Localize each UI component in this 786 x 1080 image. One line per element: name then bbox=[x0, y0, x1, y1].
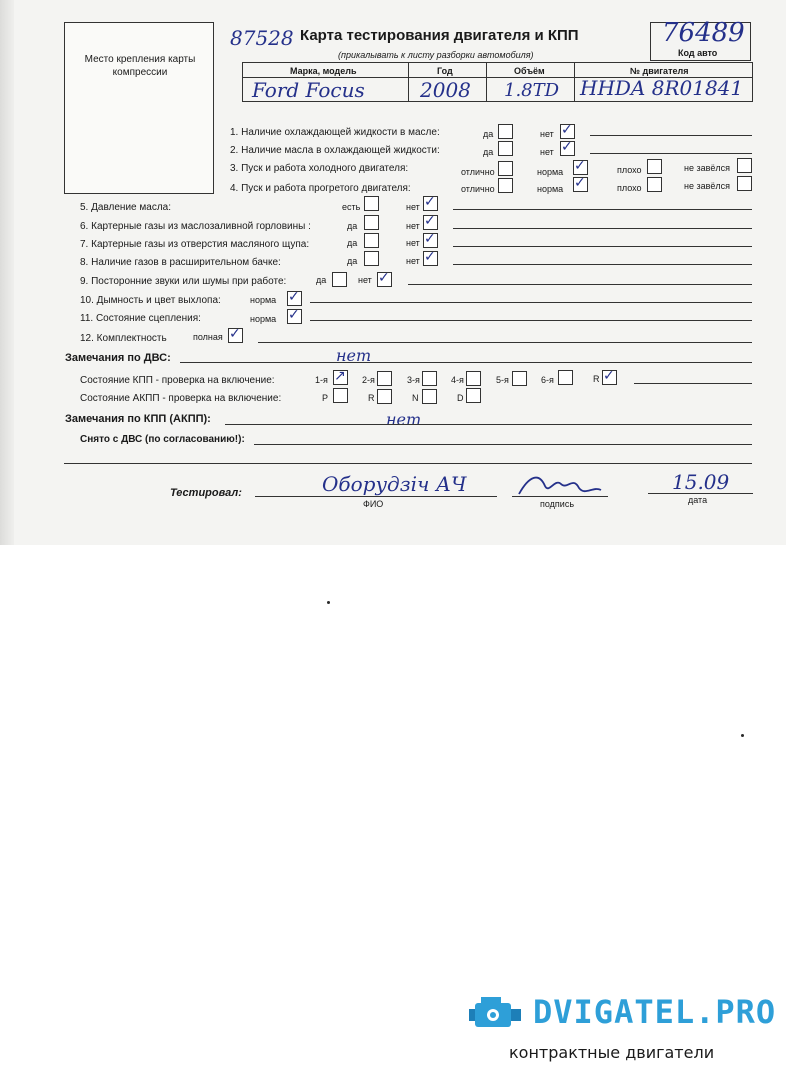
q6-checkbox-yes[interactable] bbox=[364, 215, 379, 230]
q2-checkbox-yes[interactable] bbox=[498, 141, 513, 156]
gear-5-label: 5-я bbox=[496, 375, 509, 385]
q7-checkmark: ✓ bbox=[424, 231, 436, 247]
q4-checkmark: ✓ bbox=[574, 175, 586, 191]
q5-line bbox=[453, 209, 752, 210]
q2-opt-yes: да bbox=[483, 147, 494, 157]
sign-label: подпись bbox=[540, 499, 575, 509]
akpp-d-checkbox[interactable] bbox=[466, 388, 481, 403]
sign-line bbox=[512, 496, 608, 497]
kpp-remarks-value: нет bbox=[386, 410, 422, 429]
fio-value: Оборудзіч АЧ bbox=[322, 472, 467, 496]
header-col-divider bbox=[408, 62, 409, 102]
q10-checkmark: ✓ bbox=[288, 289, 300, 305]
gear-1-checkmark: ↗ bbox=[334, 368, 346, 384]
stamp-box-label: Место крепления карты компрессии bbox=[84, 54, 196, 78]
q3-checkbox-bad[interactable] bbox=[647, 159, 662, 174]
q5-checkbox-yes[interactable] bbox=[364, 196, 379, 211]
q6-line bbox=[453, 228, 752, 229]
gear-1-label: 1-я bbox=[315, 375, 328, 385]
q9-checkbox-yes[interactable] bbox=[332, 272, 347, 287]
q8-label: 8. Наличие газов в расширительном бачке: bbox=[80, 257, 281, 268]
q10-opt-normal: норма bbox=[250, 295, 277, 305]
volume-value: 1.8TD bbox=[504, 80, 560, 101]
q7-line bbox=[453, 246, 752, 247]
q6-opt-yes: да bbox=[347, 221, 358, 231]
gear-3-label: 3-я bbox=[407, 375, 420, 385]
gear-r-checkmark: ✓ bbox=[603, 368, 615, 384]
q1-label: 1. Наличие охлаждающей жидкости в масле: bbox=[230, 127, 440, 138]
q2-checkmark: ✓ bbox=[561, 139, 573, 155]
q4-opt-no-start: не завёлся bbox=[684, 181, 731, 191]
q3-label: 3. Пуск и работа холодного двигателя: bbox=[230, 163, 409, 174]
header-make-model: Марка, модель bbox=[290, 66, 357, 76]
kpp-state-line bbox=[634, 383, 752, 384]
q3-opt-excellent: отлично bbox=[461, 167, 495, 177]
q3-checkbox-no-start[interactable] bbox=[737, 158, 752, 173]
q7-checkbox-yes[interactable] bbox=[364, 233, 379, 248]
header-volume: Объём bbox=[514, 66, 545, 76]
q2-line bbox=[590, 153, 752, 154]
q1-opt-no: нет bbox=[540, 129, 554, 139]
scan-speck bbox=[327, 601, 330, 604]
q11-checkmark: ✓ bbox=[288, 307, 300, 323]
q4-checkbox-bad[interactable] bbox=[647, 177, 662, 192]
q9-line bbox=[408, 284, 752, 285]
scan-speck bbox=[741, 734, 744, 737]
year-value: 2008 bbox=[420, 78, 471, 102]
stamp-box bbox=[64, 22, 214, 194]
watermark bbox=[467, 987, 786, 1080]
q9-label: 9. Посторонние звуки или шумы при работе: bbox=[80, 276, 287, 287]
akpp-p-label: P bbox=[322, 393, 329, 403]
q1-checkmark: ✓ bbox=[561, 122, 573, 138]
akpp-p-checkbox[interactable] bbox=[333, 388, 348, 403]
q1-opt-yes: да bbox=[483, 129, 494, 139]
q5-checkmark: ✓ bbox=[424, 194, 436, 210]
q11-opt-normal: норма bbox=[250, 314, 277, 324]
q8-line bbox=[453, 264, 752, 265]
handwritten-number-left: 87528 bbox=[230, 26, 294, 50]
q4-opt-excellent: отлично bbox=[461, 184, 495, 194]
fio-line bbox=[255, 496, 497, 497]
q7-label: 7. Картерные газы из отверстия масляного щупа: bbox=[80, 239, 310, 250]
q11-label: 11. Состояние сцепления: bbox=[80, 313, 201, 324]
kpp-remarks-label: Замечания по КПП (АКПП): bbox=[65, 413, 211, 425]
header-col-divider bbox=[486, 62, 487, 102]
tested-label: Тестировал: bbox=[170, 487, 242, 499]
gear-4-checkbox[interactable] bbox=[466, 371, 481, 386]
q9-opt-yes: да bbox=[316, 275, 327, 285]
q1-line bbox=[590, 135, 752, 136]
q8-checkbox-yes[interactable] bbox=[364, 251, 379, 266]
removed-label: Снято с ДВС (по согласованию!): bbox=[80, 434, 245, 445]
auto-code-label: Код авто bbox=[678, 48, 718, 58]
date-line bbox=[648, 493, 753, 494]
dvs-remarks-label: Замечания по ДВС: bbox=[65, 352, 171, 364]
akpp-r-label: R bbox=[368, 393, 375, 403]
q6-opt-no: нет bbox=[406, 221, 420, 231]
dvs-remarks-line bbox=[180, 362, 752, 363]
header-engine-number: № двигателя bbox=[630, 66, 689, 76]
kpp-state-label: Состояние КПП - проверка на включение: bbox=[80, 375, 275, 386]
q3-opt-no-start: не завёлся bbox=[684, 163, 731, 173]
akpp-n-checkbox[interactable] bbox=[422, 389, 437, 404]
q3-opt-normal: норма bbox=[537, 167, 564, 177]
akpp-r-checkbox[interactable] bbox=[377, 389, 392, 404]
removed-line bbox=[254, 444, 752, 445]
gear-5-checkbox[interactable] bbox=[512, 371, 527, 386]
q9-checkmark: ✓ bbox=[378, 270, 390, 286]
q4-label: 4. Пуск и работа прогретого двигателя: bbox=[230, 183, 411, 194]
dvs-remarks-value: нет bbox=[336, 346, 372, 365]
kpp-remarks-line bbox=[225, 424, 752, 425]
gear-3-checkbox[interactable] bbox=[422, 371, 437, 386]
watermark-tagline: контрактные двигатели bbox=[509, 1043, 715, 1062]
q7-opt-yes: да bbox=[347, 238, 358, 248]
gear-4-label: 4-я bbox=[451, 375, 464, 385]
gear-6-label: 6-я bbox=[541, 375, 554, 385]
form-subtitle: (прикалывать к листу разборки автомобиля) bbox=[338, 50, 534, 60]
q3-opt-bad: плохо bbox=[617, 165, 642, 175]
gear-2-label: 2-я bbox=[362, 375, 375, 385]
q5-label: 5. Давление масла: bbox=[80, 202, 171, 213]
date-label: дата bbox=[688, 495, 708, 505]
engine-number-value: HHDA 8R01841 bbox=[580, 76, 744, 100]
q12-opt-full: полная bbox=[193, 332, 223, 342]
q11-line bbox=[310, 320, 752, 321]
q4-checkbox-no-start[interactable] bbox=[737, 176, 752, 191]
q10-label: 10. Дымность и цвет выхлопа: bbox=[80, 295, 221, 306]
make-model-value: Ford Focus bbox=[252, 78, 365, 102]
q6-label: 6. Картерные газы из маслозаливной горловины : bbox=[80, 221, 311, 232]
q4-opt-normal: норма bbox=[537, 184, 564, 194]
q5-opt-no: нет bbox=[406, 202, 420, 212]
akpp-state-label: Состояние АКПП - проверка на включение: bbox=[80, 393, 282, 404]
akpp-d-label: D bbox=[457, 393, 464, 403]
engine-logo-icon bbox=[469, 993, 527, 1037]
header-year: Год bbox=[437, 66, 453, 76]
q5-opt-yes: есть bbox=[342, 202, 361, 212]
q2-opt-no: нет bbox=[540, 147, 554, 157]
q8-checkmark: ✓ bbox=[424, 249, 436, 265]
q3-checkbox-excellent[interactable] bbox=[498, 161, 513, 176]
extra-line bbox=[64, 463, 752, 464]
gear-r-label: R bbox=[593, 374, 600, 384]
q2-label: 2. Наличие масла в охлаждающей жидкости: bbox=[230, 145, 440, 156]
q8-opt-no: нет bbox=[406, 256, 420, 266]
q9-opt-no: нет bbox=[358, 275, 372, 285]
gear-2-checkbox[interactable] bbox=[377, 371, 392, 386]
q12-label: 12. Комплектность bbox=[80, 333, 167, 344]
q12-line bbox=[258, 342, 752, 343]
q4-checkbox-excellent[interactable] bbox=[498, 178, 513, 193]
q10-line bbox=[310, 302, 752, 303]
sheet-edge bbox=[0, 0, 14, 545]
header-col-divider bbox=[574, 62, 575, 102]
watermark-brand: DVIGATEL.PRO bbox=[533, 993, 777, 1031]
q8-opt-yes: да bbox=[347, 256, 358, 266]
q1-checkbox-yes[interactable] bbox=[498, 124, 513, 139]
gear-6-checkbox[interactable] bbox=[558, 370, 573, 385]
date-value: 15.09 bbox=[672, 470, 730, 494]
form-title: Карта тестирования двигателя и КПП bbox=[300, 27, 579, 44]
q6-checkmark: ✓ bbox=[424, 213, 436, 229]
q4-opt-bad: плохо bbox=[617, 183, 642, 193]
akpp-n-label: N bbox=[412, 393, 419, 403]
q12-checkmark: ✓ bbox=[229, 326, 241, 342]
fio-label: ФИО bbox=[363, 499, 384, 509]
q7-opt-no: нет bbox=[406, 238, 420, 248]
q3-checkmark: ✓ bbox=[574, 158, 586, 174]
auto-code-value: 76489 bbox=[662, 18, 745, 48]
